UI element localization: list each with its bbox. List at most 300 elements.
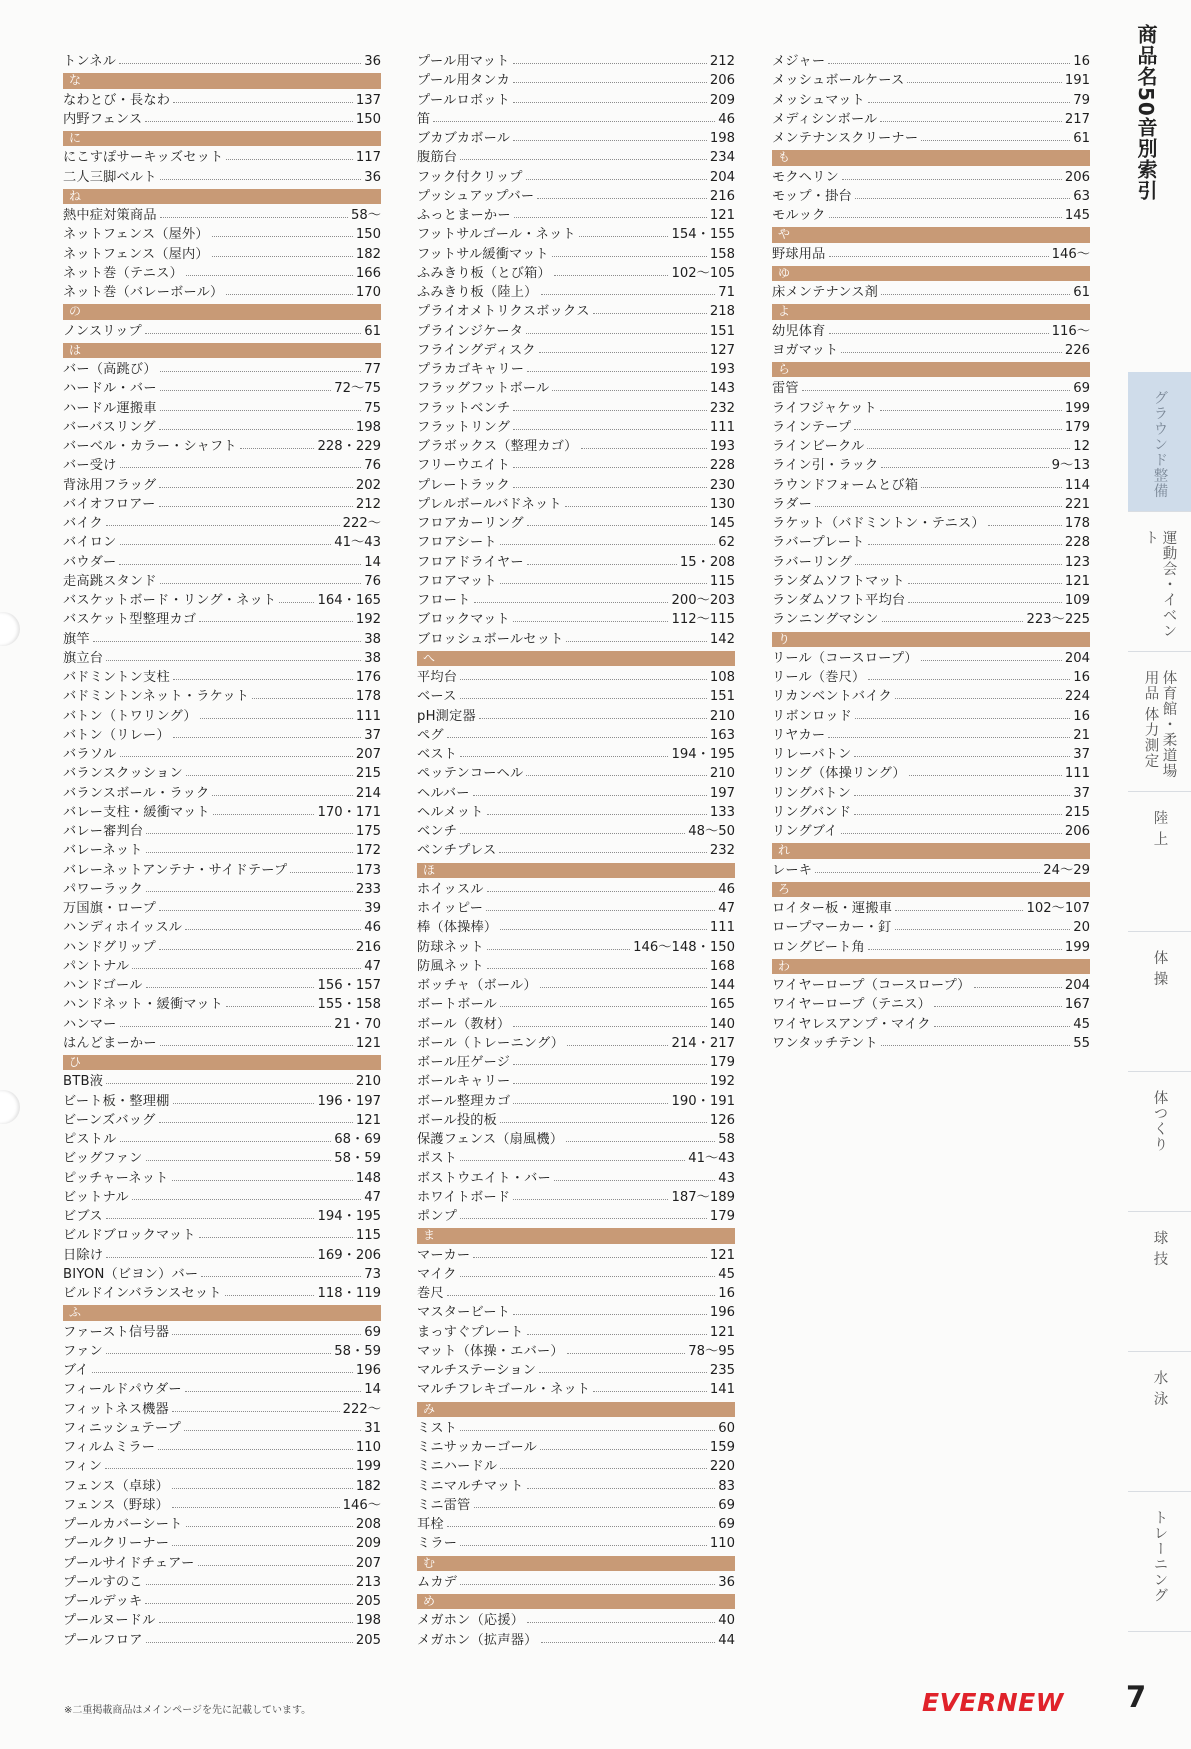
entry-name: ライフジャケット xyxy=(772,400,877,416)
entry-page: 62 xyxy=(718,535,735,551)
dot-leader xyxy=(513,621,669,622)
entry-page: 127 xyxy=(709,342,735,358)
entry-page: 235 xyxy=(709,1363,735,1378)
index-entry xyxy=(417,1380,735,1399)
dot-leader xyxy=(213,814,315,815)
entry-name: リボンロッド xyxy=(772,708,853,724)
index-entry xyxy=(63,264,381,283)
index-entry xyxy=(63,880,381,899)
dot-leader xyxy=(855,718,1070,719)
dot-leader xyxy=(460,1430,715,1431)
entry-page: 72～75 xyxy=(334,381,381,397)
dot-leader xyxy=(526,179,707,180)
entry-name: フットサル緩衝マット xyxy=(417,246,549,262)
dot-leader xyxy=(172,1507,340,1508)
category-tab[interactable] xyxy=(1128,792,1191,932)
dot-leader xyxy=(907,82,1061,83)
index-entry xyxy=(63,168,381,187)
dot-leader xyxy=(539,1372,707,1373)
index-entry xyxy=(417,1072,735,1091)
entry-name: pH測定器 xyxy=(417,708,476,724)
index-entry xyxy=(63,360,381,379)
index-entry xyxy=(63,1477,381,1496)
dot-leader xyxy=(854,795,1070,796)
dot-leader xyxy=(159,487,352,488)
entry-name: リングブイ xyxy=(772,824,838,839)
index-entry xyxy=(63,630,381,649)
kana-header: に xyxy=(63,131,381,146)
category-tabs xyxy=(1128,372,1191,1632)
entry-name: 内野フェンス xyxy=(63,111,143,127)
entry-name: バー受け xyxy=(63,458,117,474)
kana-header: ら xyxy=(772,362,1090,377)
index-entry xyxy=(63,399,381,418)
category-tab-label: 水 泳 xyxy=(1151,1370,1168,1407)
dot-leader xyxy=(106,1218,315,1219)
entry-name: バレーネットアンテナ・サイドテープ xyxy=(63,862,288,878)
dot-leader xyxy=(974,987,1062,988)
entry-name: レーキ xyxy=(772,862,813,878)
dot-leader xyxy=(106,1083,353,1084)
index-entry xyxy=(417,1111,735,1130)
index-entry xyxy=(417,225,735,244)
index-entry xyxy=(417,476,735,495)
entry-page: 222～ xyxy=(342,1401,381,1417)
index-entry xyxy=(417,264,735,283)
entry-page: 46 xyxy=(718,111,735,127)
index-entry xyxy=(63,1515,381,1534)
entry-page: 166 xyxy=(355,265,381,281)
entry-name: 旗立台 xyxy=(63,650,104,666)
index-column-3 xyxy=(772,52,1090,1053)
dot-leader xyxy=(186,775,353,776)
dot-leader xyxy=(106,660,361,661)
dot-leader xyxy=(186,275,353,276)
entry-name: ミニサッカーゴール xyxy=(417,1440,537,1455)
index-entry xyxy=(417,610,735,629)
entry-name: ハンドグリップ xyxy=(63,939,156,955)
index-entry xyxy=(417,187,735,206)
entry-page: 207 xyxy=(355,1555,381,1571)
dot-leader xyxy=(921,660,1062,661)
category-tab[interactable] xyxy=(1128,372,1191,512)
index-entry xyxy=(417,1419,735,1438)
index-entry xyxy=(63,1169,381,1188)
entry-page: 204 xyxy=(1064,978,1090,993)
index-entry xyxy=(417,1573,735,1592)
entry-page: 143 xyxy=(709,381,735,397)
dot-leader xyxy=(200,718,353,719)
kana-header: わ xyxy=(772,959,1090,974)
entry-page: 137 xyxy=(355,92,381,108)
entry-name: ビーンズバッグ xyxy=(63,1112,156,1128)
entry-name: ビート板・整理棚 xyxy=(63,1093,170,1109)
entry-page: 69 xyxy=(364,1324,381,1340)
entry-page: 224 xyxy=(1064,689,1090,705)
dot-leader xyxy=(146,891,353,892)
entry-name: バランスボール・ラック xyxy=(63,785,210,801)
entry-page: 145 xyxy=(709,516,735,531)
entry-name: ベンチプレス xyxy=(417,843,497,859)
category-tab-label: 体つくり xyxy=(1151,1090,1168,1152)
dot-leader xyxy=(828,63,1070,64)
category-tab[interactable] xyxy=(1128,932,1191,1072)
dot-leader xyxy=(567,1045,668,1046)
entry-name: バウダー xyxy=(63,554,117,570)
dot-leader xyxy=(513,1314,707,1315)
index-entry xyxy=(63,1034,381,1053)
dot-leader xyxy=(513,63,707,64)
entry-name: 日除け xyxy=(63,1247,104,1263)
index-entry xyxy=(63,418,381,437)
dot-leader xyxy=(199,621,353,622)
entry-name: ホイッスル xyxy=(417,881,484,897)
brand-logo: EVERNEW xyxy=(922,1688,1064,1717)
entry-name: プラインジケータ xyxy=(417,323,524,339)
index-entry xyxy=(417,1496,735,1515)
index-entry xyxy=(63,245,381,264)
entry-page: 126 xyxy=(709,1112,735,1128)
entry-name: ピストル xyxy=(63,1132,117,1147)
category-tab-label: 運動会・イベント xyxy=(1142,530,1177,639)
entry-name: リヤカー xyxy=(772,727,826,743)
dot-leader xyxy=(513,429,707,430)
dot-leader xyxy=(173,679,353,680)
dot-leader xyxy=(145,1603,352,1604)
entry-name: ムカデ xyxy=(417,1574,458,1590)
entry-page: 196 xyxy=(355,1363,381,1378)
dot-leader xyxy=(500,1006,707,1007)
dot-leader xyxy=(514,217,707,218)
dot-leader xyxy=(487,949,630,950)
entry-page: 146～ xyxy=(342,1497,381,1513)
index-entry xyxy=(63,649,381,668)
dot-leader xyxy=(909,775,1062,776)
entry-page: 58～ xyxy=(351,208,381,223)
entry-page: 142 xyxy=(709,631,735,647)
dot-leader xyxy=(868,102,1070,103)
category-tab[interactable] xyxy=(1128,512,1191,652)
entry-name: ホワイトボード xyxy=(417,1189,511,1205)
dot-leader xyxy=(160,371,362,372)
entry-name: トンネル xyxy=(63,54,117,69)
kana-header: や xyxy=(772,227,1090,242)
entry-name: プレルボールバドネット xyxy=(417,496,562,512)
dot-leader xyxy=(447,1295,715,1296)
dot-leader xyxy=(527,564,677,565)
entry-name: ワイヤーロープ（コースロープ） xyxy=(772,978,971,993)
dot-leader xyxy=(105,1468,353,1469)
index-entry xyxy=(417,707,735,726)
dot-leader xyxy=(908,602,1061,603)
category-tab[interactable] xyxy=(1128,1352,1191,1492)
dot-leader xyxy=(513,487,707,488)
entry-page: 36 xyxy=(364,169,381,185)
entry-page: 24～29 xyxy=(1043,862,1090,878)
entry-name: バイク xyxy=(63,516,103,531)
entry-page: 170・171 xyxy=(317,804,381,820)
dot-leader xyxy=(527,1334,707,1335)
entry-name: リール（コースロープ） xyxy=(772,650,918,666)
entry-page: 176 xyxy=(355,670,381,685)
index-entry xyxy=(772,52,1090,71)
dot-leader xyxy=(895,698,1062,699)
index-entry xyxy=(417,1246,735,1265)
entry-page: 60 xyxy=(718,1420,735,1436)
entry-page: 226 xyxy=(1064,342,1090,358)
entry-name: マスタービート xyxy=(417,1305,511,1321)
entry-page: 214 xyxy=(355,785,381,801)
entry-page: 204 xyxy=(1064,650,1090,666)
index-entry xyxy=(772,976,1090,995)
index-entry xyxy=(417,399,735,418)
entry-name: バドミントンネット・ラケット xyxy=(63,689,250,705)
index-entry xyxy=(417,1534,735,1553)
dot-leader xyxy=(487,891,716,892)
index-entry xyxy=(417,764,735,783)
dot-leader xyxy=(160,179,362,180)
entry-page: 178 xyxy=(1064,516,1090,531)
entry-page: 77 xyxy=(364,362,381,377)
entry-page: 121 xyxy=(709,1247,735,1263)
index-entry xyxy=(417,379,735,398)
entry-name: ハンディホイッスル xyxy=(63,920,183,936)
index-entry xyxy=(63,553,381,572)
kana-header: れ xyxy=(772,843,1090,858)
entry-page: 83 xyxy=(718,1478,735,1494)
index-entry xyxy=(417,1631,735,1650)
entry-name: ファースト信号器 xyxy=(63,1324,170,1340)
entry-page: 110 xyxy=(709,1536,735,1552)
entry-page: 228・229 xyxy=(317,439,381,454)
entry-name: バラソル xyxy=(63,747,117,762)
index-entry xyxy=(417,1303,735,1322)
dot-leader xyxy=(513,1026,706,1027)
entry-name: ボール投的板 xyxy=(417,1112,498,1128)
index-entry xyxy=(63,1419,381,1438)
dot-leader xyxy=(527,1622,715,1623)
dot-leader xyxy=(921,140,1070,141)
category-tab[interactable] xyxy=(1128,652,1191,792)
kana-header: ろ xyxy=(772,882,1090,897)
index-entry xyxy=(417,938,735,957)
entry-page: 212 xyxy=(355,496,381,512)
entry-name: まっすぐプレート xyxy=(417,1324,524,1340)
entry-name: ビルドインバランスセット xyxy=(63,1286,222,1301)
index-entry xyxy=(63,1092,381,1111)
index-entry xyxy=(63,379,381,398)
entry-name: ビットナル xyxy=(63,1189,129,1205)
dot-leader xyxy=(487,968,707,969)
entry-name: ロイター板・運搬車 xyxy=(772,901,893,916)
entry-page: 223～225 xyxy=(1026,612,1090,628)
index-entry xyxy=(417,418,735,437)
index-entry xyxy=(417,841,735,860)
index-entry xyxy=(417,630,735,649)
kana-header: ひ xyxy=(63,1055,381,1070)
entry-page: 179 xyxy=(709,1209,735,1224)
entry-name: ラケット（バドミントン・テニス） xyxy=(772,516,985,531)
entry-page: 199 xyxy=(1064,939,1090,955)
entry-page: 200～203 xyxy=(671,593,735,608)
entry-name: ボール（教材） xyxy=(417,1016,511,1032)
entry-name: フィットネス機器 xyxy=(63,1401,169,1417)
index-entry xyxy=(417,360,735,379)
dot-leader xyxy=(146,833,353,834)
entry-name: フロート xyxy=(417,593,471,608)
entry-page: 38 xyxy=(364,631,381,647)
dot-leader xyxy=(146,1160,332,1161)
index-entry xyxy=(63,1226,381,1245)
index-entry xyxy=(417,1265,735,1284)
dot-leader xyxy=(240,448,315,449)
index-entry xyxy=(417,322,735,341)
index-entry xyxy=(63,1611,381,1630)
entry-name: ボストウエイト・バー xyxy=(417,1170,551,1186)
dot-leader xyxy=(160,217,348,218)
entry-name: プール用タンカ xyxy=(417,73,511,89)
entry-page: 41～43 xyxy=(334,535,381,551)
index-entry xyxy=(772,71,1090,90)
entry-page: 150 xyxy=(355,111,381,127)
entry-name: ネット巻（バレーボール） xyxy=(63,285,224,300)
entry-name: ロープマーカー・釘 xyxy=(772,920,892,936)
entry-name: プールデッキ xyxy=(63,1594,143,1609)
index-entry xyxy=(417,957,735,976)
index-entry xyxy=(772,245,1090,264)
dot-leader xyxy=(119,564,361,565)
index-entry xyxy=(772,341,1090,360)
kana-header: ゆ xyxy=(772,266,1090,281)
index-entry xyxy=(772,918,1090,937)
dot-leader xyxy=(934,1006,1062,1007)
kana-header: む xyxy=(417,1556,735,1571)
entry-page: 58・59 xyxy=(334,1151,381,1167)
index-entry xyxy=(63,803,381,822)
entry-name: フリーウエイト xyxy=(417,458,511,474)
index-entry xyxy=(63,322,381,341)
entry-name: リール（巻尺） xyxy=(772,670,866,685)
entry-name: BIYON（ビヨン）バー xyxy=(63,1266,199,1282)
entry-page: 133 xyxy=(709,804,735,820)
entry-name: ミラー xyxy=(417,1536,458,1552)
entry-name: プールヌードル xyxy=(63,1613,156,1629)
entry-name: ラバープレート xyxy=(772,535,865,551)
entry-page: 58 xyxy=(718,1132,735,1147)
index-entry xyxy=(772,938,1090,957)
category-tab[interactable] xyxy=(1128,1212,1191,1352)
index-entry xyxy=(417,1169,735,1188)
entry-name: フラットベンチ xyxy=(417,400,511,416)
dot-leader xyxy=(120,756,353,757)
index-entry xyxy=(63,533,381,552)
dot-leader xyxy=(581,448,707,449)
index-entry xyxy=(417,591,735,610)
dot-leader xyxy=(881,467,1048,468)
entry-page: 179 xyxy=(1064,419,1090,435)
entry-name: プライオメトリクスボックス xyxy=(417,304,590,320)
dot-leader xyxy=(120,544,332,545)
entry-name: バレー審判台 xyxy=(63,824,144,839)
index-entry xyxy=(63,1207,381,1226)
entry-name: リング（体操リング） xyxy=(772,766,906,782)
dot-leader xyxy=(226,1006,314,1007)
entry-page: 36 xyxy=(364,54,381,69)
entry-page: 15・208 xyxy=(679,554,735,570)
index-entry xyxy=(772,861,1090,880)
index-entry xyxy=(63,899,381,918)
entry-name: バトン（トワリング） xyxy=(63,708,197,724)
entry-name: ラインビークル xyxy=(772,439,865,454)
entry-page: 46 xyxy=(718,881,735,897)
entry-page: 194・195 xyxy=(671,747,735,762)
category-tab[interactable] xyxy=(1128,1072,1191,1212)
index-entry xyxy=(772,456,1090,475)
dot-leader xyxy=(172,1180,353,1181)
index-entry xyxy=(417,129,735,148)
entry-name: パントナル xyxy=(63,958,130,974)
entry-page: 41～43 xyxy=(688,1151,735,1167)
kana-header: は xyxy=(63,343,381,358)
entry-name: モルック xyxy=(772,208,826,223)
index-entry xyxy=(63,1438,381,1457)
index-entry xyxy=(63,918,381,937)
entry-name: メッシュマット xyxy=(772,92,865,108)
entry-page: 115 xyxy=(355,1228,381,1244)
entry-name: ボートボール xyxy=(417,997,498,1013)
entry-name: モクヘリン xyxy=(772,169,839,185)
entry-name: バドミントン支柱 xyxy=(63,670,170,685)
entry-page: 198 xyxy=(355,419,381,435)
index-entry xyxy=(63,1380,381,1399)
entry-name: 野球用品 xyxy=(772,246,826,262)
dot-leader xyxy=(473,1257,707,1258)
dot-leader xyxy=(460,1545,707,1546)
index-entry xyxy=(772,995,1090,1014)
entry-page: 115 xyxy=(709,573,735,589)
entry-page: 198 xyxy=(709,131,735,146)
entry-page: 170 xyxy=(355,285,381,300)
entry-page: 37 xyxy=(1073,747,1090,762)
entry-name: ベンチ xyxy=(417,824,458,839)
dot-leader xyxy=(460,1218,707,1219)
dot-leader xyxy=(541,294,716,295)
dot-leader xyxy=(474,1507,716,1508)
dot-leader xyxy=(895,929,1071,930)
entry-name: フラットリング xyxy=(417,419,511,435)
dot-leader xyxy=(159,910,361,911)
entry-page: 214・217 xyxy=(671,1035,735,1051)
category-tab[interactable] xyxy=(1128,1492,1191,1632)
index-entry xyxy=(63,572,381,591)
dot-leader xyxy=(173,102,353,103)
entry-name: ハンドゴール xyxy=(63,978,143,993)
dot-leader xyxy=(252,698,353,699)
index-entry xyxy=(772,822,1090,841)
index-entry xyxy=(772,322,1090,341)
index-entry xyxy=(772,668,1090,687)
index-entry xyxy=(63,1496,381,1515)
dot-leader xyxy=(145,333,361,334)
entry-name: マルチステーション xyxy=(417,1363,537,1378)
entry-name: リングバンド xyxy=(772,804,852,820)
entry-name: ビッグファン xyxy=(63,1151,143,1167)
index-entry xyxy=(63,976,381,995)
dot-leader xyxy=(290,872,352,873)
index-entry xyxy=(63,1130,381,1149)
entry-page: 37 xyxy=(364,727,381,743)
entry-page: 221 xyxy=(1064,496,1090,512)
